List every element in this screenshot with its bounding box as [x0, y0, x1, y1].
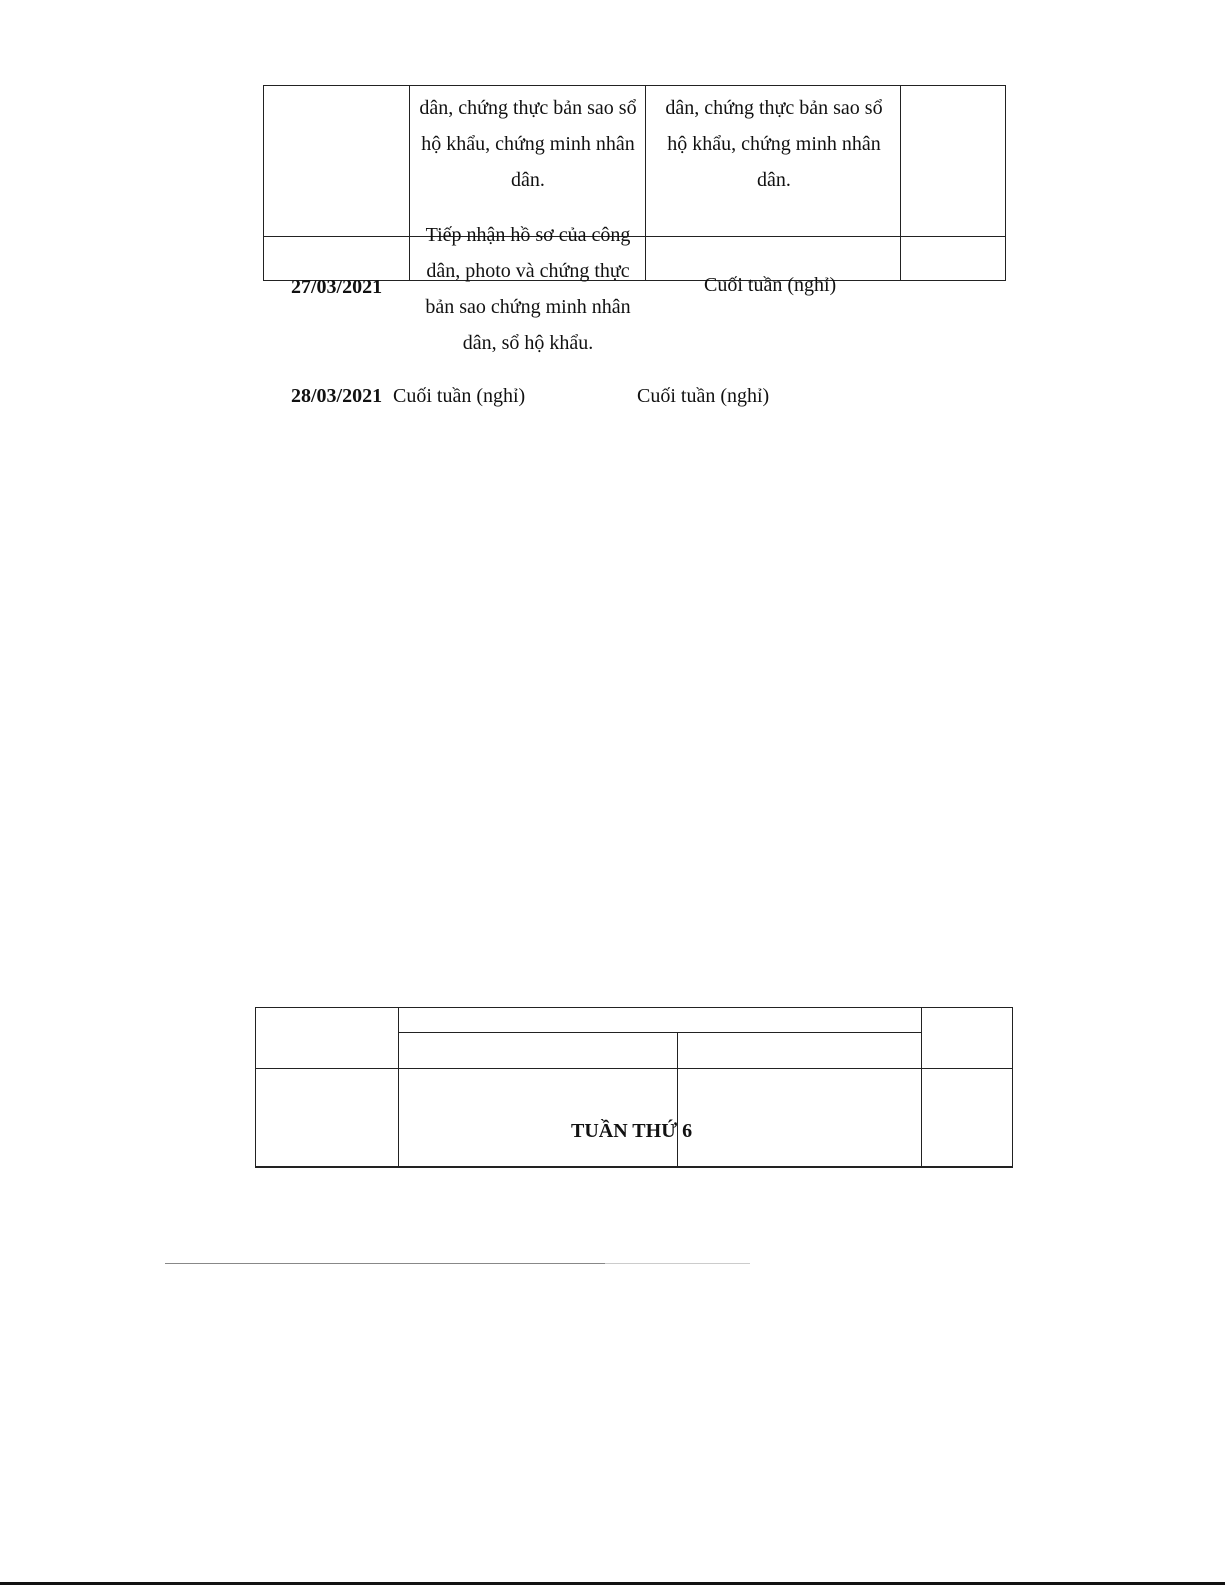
top-table-col-divider-2 [645, 85, 646, 281]
row-date: 28/03/2021 [291, 385, 383, 407]
top-table-row1-col3-text: dân, chứng thực bản sao sổ hộ khẩu, chứng minh nhân dân. [665, 97, 883, 191]
week-label: TUẦN THỨ 6 [571, 1120, 693, 1142]
bottom-table-col-divider-3 [921, 1007, 922, 1167]
top-table-row1-col2-text: dân, chứng thực bản sao sổ hộ khẩu, chứng minh nhân dân. [419, 97, 637, 191]
top-table-col-divider-0 [263, 85, 264, 281]
row-result: Cuối tuần (nghỉ) [704, 274, 837, 296]
bottom-table-col-divider-4 [1012, 1007, 1013, 1167]
row-date: 27/03/2021 [291, 276, 383, 298]
row-task: Tiếp nhận hồ sơ của công dân, photo và chứng thực bản sao chứng minh nhân dân, sổ hộ khẩu. [425, 224, 631, 354]
bottom-table-subheader-top [399, 1032, 922, 1033]
footnote-separator-faint [605, 1263, 750, 1264]
top-table-border-top [263, 85, 1006, 86]
top-table-col-divider-4 [1005, 85, 1006, 281]
bottom-table-col-divider-1 [398, 1007, 399, 1167]
bottom-table-col-divider-0 [255, 1007, 256, 1167]
bottom-table-border-bottom [255, 1166, 1013, 1168]
row-task: Cuối tuần (nghỉ) [393, 385, 526, 407]
bottom-table-col-divider-2 [677, 1032, 678, 1167]
top-table-col-divider-3 [900, 85, 901, 281]
row-result: Cuối tuần (nghỉ) [637, 385, 770, 407]
bottom-table-border-top [255, 1007, 1013, 1008]
bottom-table-header-bottom [255, 1068, 1013, 1069]
top-table-col-divider-1 [409, 85, 410, 281]
